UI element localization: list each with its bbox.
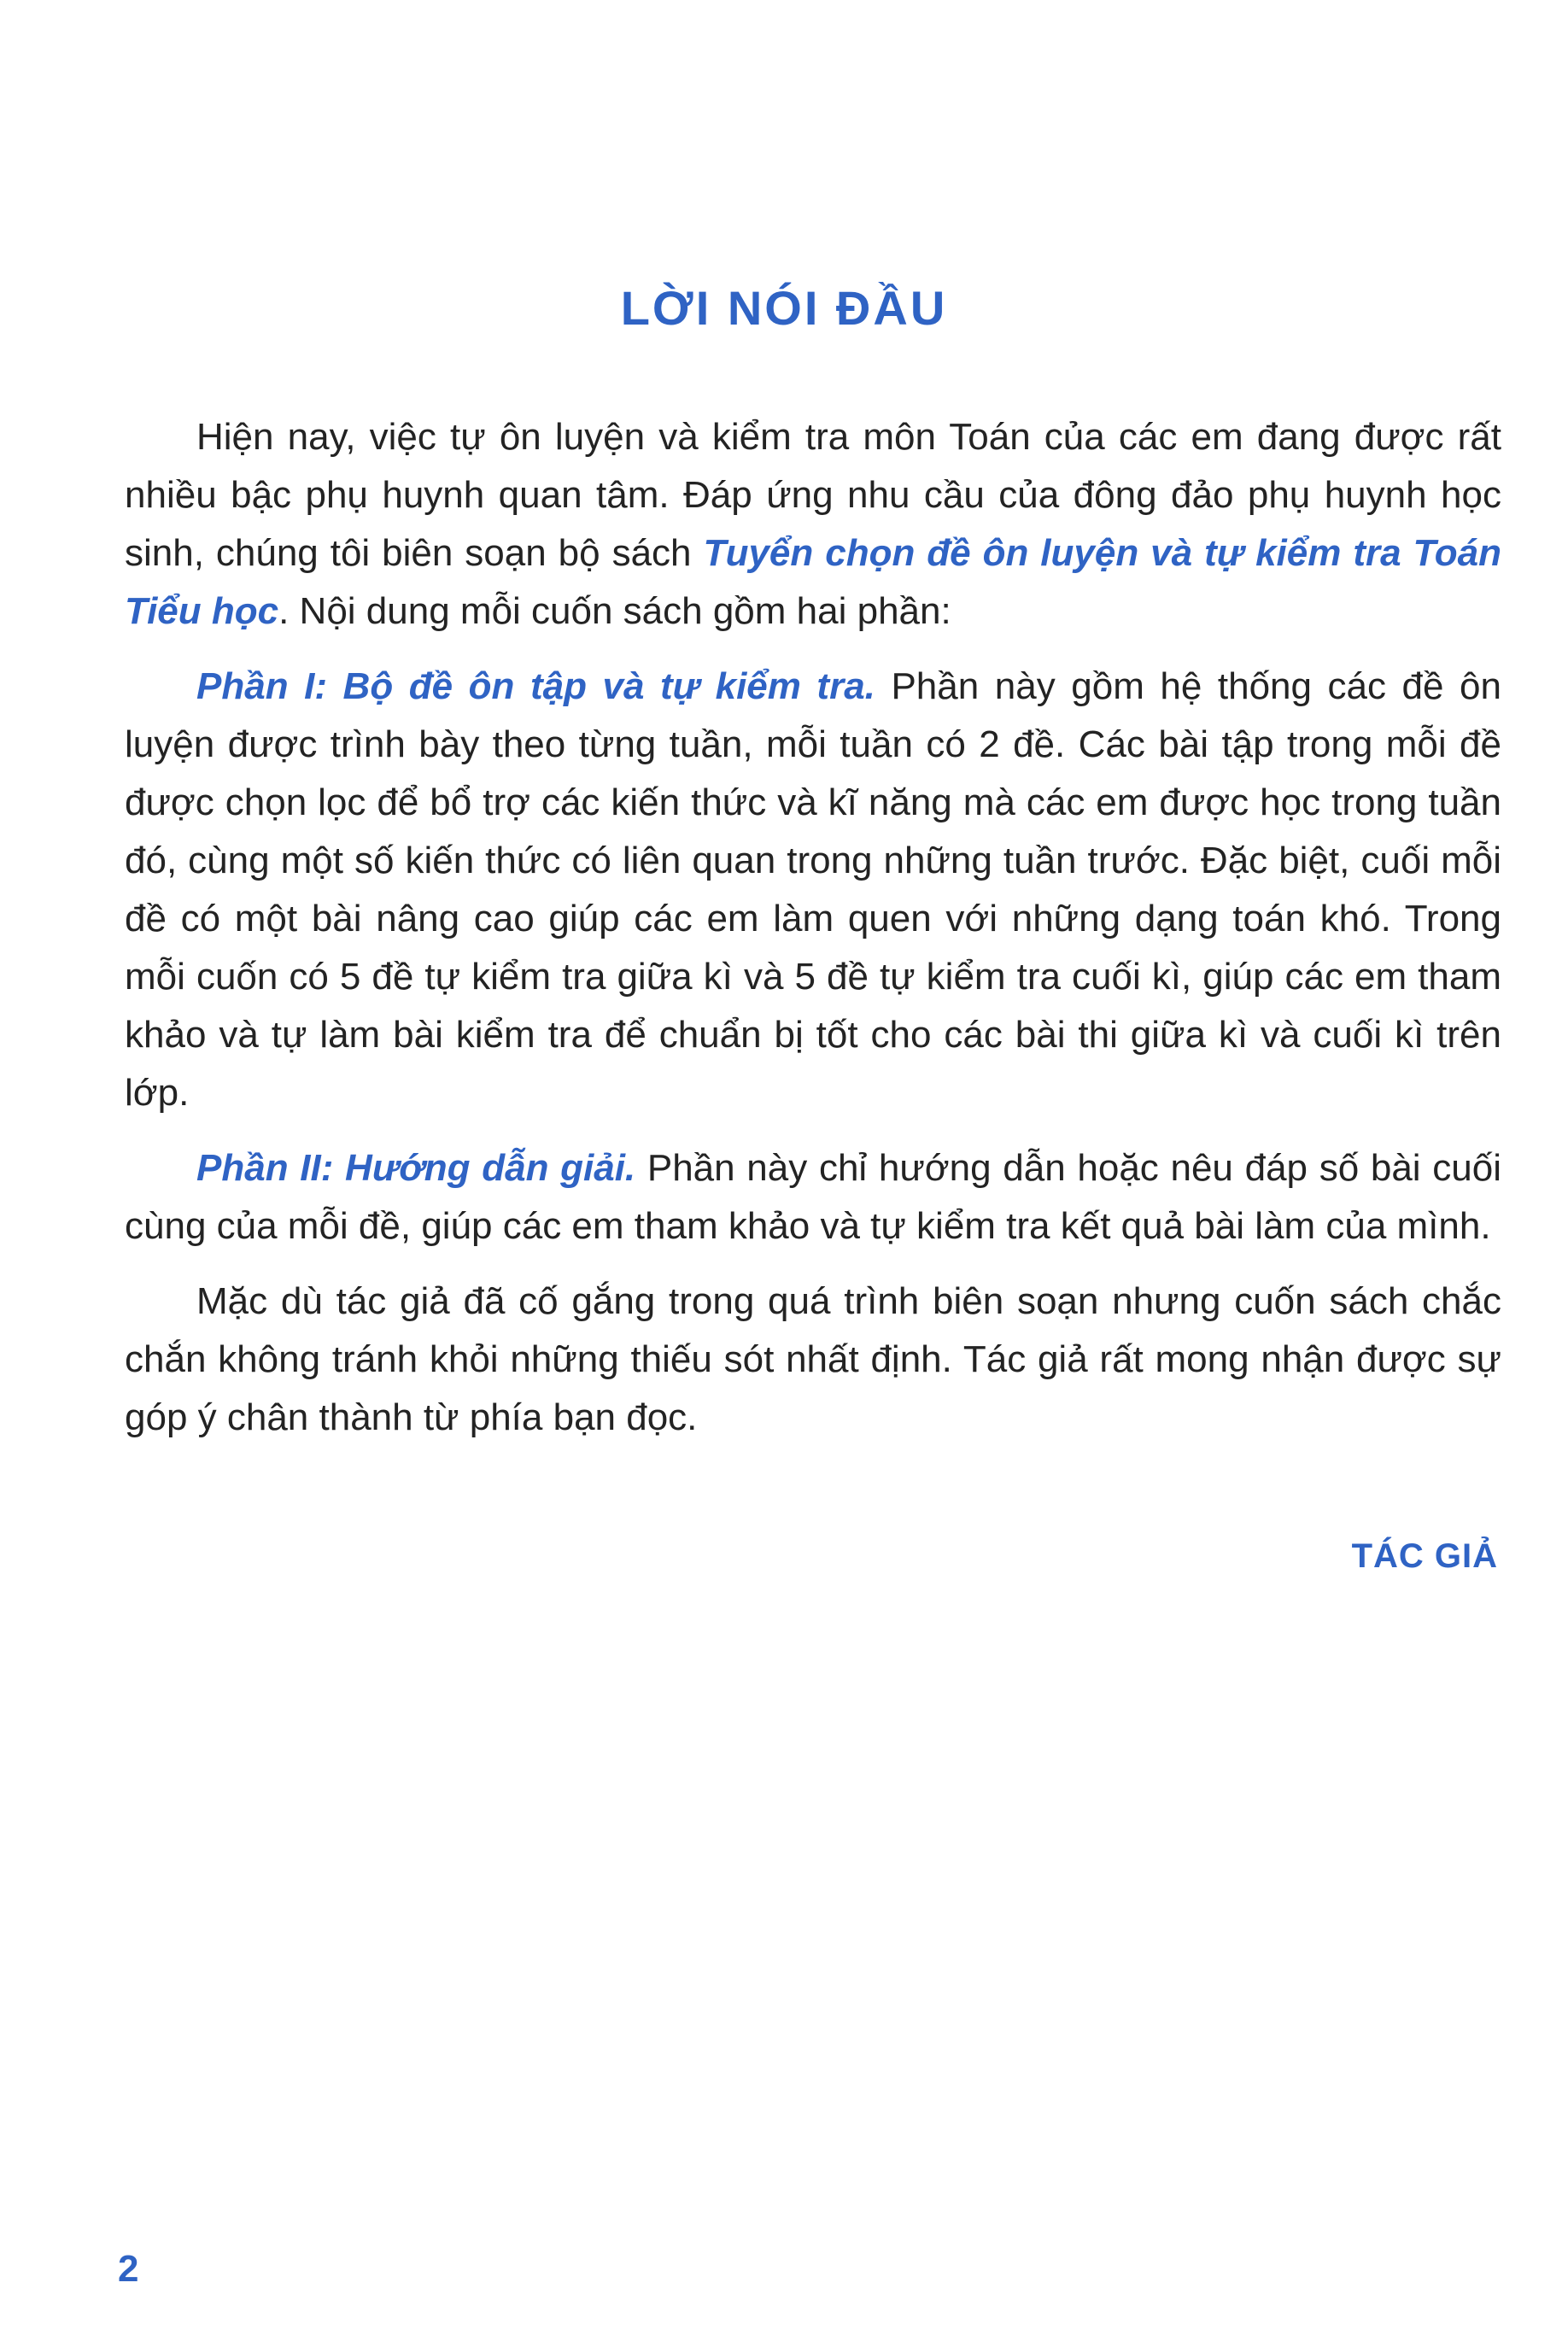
paragraph-part-one: [125, 658, 1501, 1122]
part-one-text: Phần này gồm hệ thống các đề ôn luyện được trình bày theo từng tuần, mỗi tuần có 2 đề. Các bài tập trong mỗi đề được chọn lọc để bổ trợ các kiến thức và kĩ năng mà các em được học trong tuần đó, cùng một số kiến thức có liên quan trong những tuần trước. Đặc biệt, cuối mỗi đề có một bài nâng cao giúp các em làm quen với những dạng toán khó. Trong mỗi cuốn có 5 đề tự kiểm tra giữa kì và 5 đề tự kiểm tra cuối kì, giúp các em tham khảo và tự làm bài kiểm tra để chuẩn bị tốt cho các bài thi giữa kì và cuối kì trên lớp.: [125, 665, 1501, 1114]
page-number: 2: [118, 2248, 139, 2290]
page-title: LỜI NÓI ĐẦU: [620, 280, 948, 335]
preface-body: [125, 408, 1501, 1464]
paragraph-intro-text-start: Hiện nay, việc tự ôn luyện và kiểm tra môn Toán của các em đang được rất nhiều bậc phụ huynh quan tâm. Đáp ứng nhu cầu của đông đảo phụ huynh học sinh, chúng tôi biên soạn bộ sách: [125, 416, 1501, 574]
part-two-text: Phần này chỉ hướng dẫn hoặc nêu đáp số bài cuối cùng của mỗi đề, giúp các em tham khảo và tự kiểm tra kết quả bài làm của mình.: [125, 1147, 1501, 1247]
paragraph-part-two: [125, 1139, 1501, 1255]
book-series-title: Tuyển chọn đề ôn luyện và tự kiểm tra Toán Tiểu học: [125, 532, 1501, 632]
part-one-heading: Phần I: Bộ đề ôn tập và tự kiểm tra.: [196, 665, 875, 707]
part-two-heading: Phần II: Hướng dẫn giải.: [196, 1147, 636, 1189]
paragraph-closing: Mặc dù tác giả đã cố gắng trong quá trình biên soạn nhưng cuốn sách chắc chắn không tránh khỏi những thiếu sót nhất định. Tác giả rất mong nhận được sự góp ý chân thành từ phía bạn đọc.: [125, 1280, 1501, 1438]
paragraph-intro-text-end: . Nội dung mỗi cuốn sách gồm hai phần:: [278, 590, 951, 632]
author-signature: TÁC GIẢ: [1351, 1537, 1498, 1575]
paragraph-intro: [125, 408, 1501, 641]
